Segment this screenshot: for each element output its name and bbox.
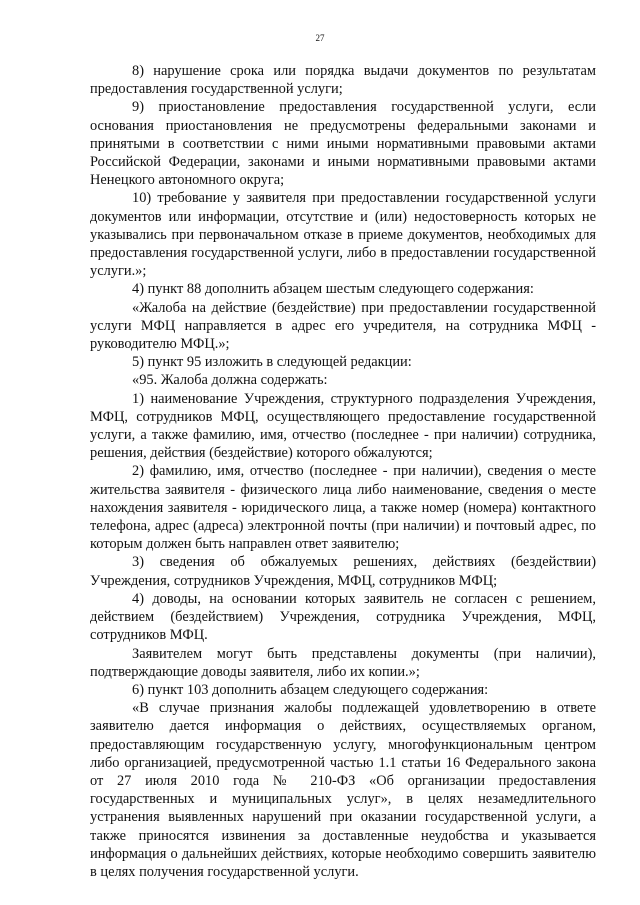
paragraph-95-heading: «95. Жалоба должна содержать: <box>132 372 328 389</box>
paragraph-complaint-item-3: 3) сведения об обжалуемых решениях, действиях (бездействии) Учреждения, сотрудников Учреждения, МФЦ, сотрудников МФЦ; <box>90 554 596 589</box>
document-body <box>90 62 596 881</box>
paragraph-supporting-documents: Заявителем могут быть представлены документы (при наличии), подтверждающие доводы заявителя, либо их копии.»; <box>90 645 596 680</box>
paragraph-complaint-mfc: «Жалоба на действие (бездействие) при предоставлении государственной услуги МФЦ направляется в адрес его учредителя, на сотрудника МФЦ - руководителю МФЦ.»; <box>90 299 596 353</box>
paragraph-complaint-item-1: 1) наименование Учреждения, структурного подразделения Учреждения, МФЦ, сотрудников МФЦ, осуществляющего предоставление государственной услуги, а также фамилию, имя, отчество (последнее - при наличии) сотрудника, решения, действия (бездействие) которого обжалуются; <box>90 390 596 462</box>
paragraph-point-95-amendment: 5) пункт 95 изложить в следующей редакции: <box>132 354 412 371</box>
page-number: 27 <box>315 33 325 43</box>
paragraph-item-8-delay: 8) нарушение срока или порядка выдачи документов по результатам предоставления государственной услуги; <box>90 63 596 98</box>
paragraph-item-10-document-requirement: 10) требование у заявителя при предоставлении государственной услуги документов или информации, отсутствие и (или) недостоверность которых не указывались при первоначальном отказе в приеме документов, необходимых для предоставления государственной услуги, либо в предоставлении государственной услуги.»; <box>90 190 596 280</box>
paragraph-item-9-suspension: 9) приостановление предоставления государственной услуги, если основания приостановления не предусмотрены федеральными законами и принятыми в соответствии с ними иными нормативными правовыми актами Российской Федерации, законами и иными нормативными правовыми актами Ненецкого автономного округа; <box>90 99 596 189</box>
paragraph-point-103-amendment: 6) пункт 103 дополнить абзацем следующего содержания: <box>132 681 489 698</box>
paragraph-complaint-satisfaction: «В случае признания жалобы подлежащей удовлетворению в ответе заявителю дается информация о действиях, осуществляемых органом, предоставляющим государственную услугу, многофункциональным центром либо организацией, предусмотренной частью 1.1 статьи 16 Федерального закона от 27 июля 2010 года № 210-ФЗ «Об организации предоставления государственных и муниципальных услуг», в целях незамедлительного устранения выявленных нарушений при оказании государственной услуги, а также приносятся извинения за доставленные неудобства и указывается информация о дальнейших действиях, которые необходимо совершить заявителю в целях получения государственной услуги. <box>90 700 596 880</box>
paragraph-complaint-item-4: 4) доводы, на основании которых заявитель не согласен с решением, действием (бездействием) Учреждения, сотрудника Учреждения, МФЦ, сотрудников МФЦ. <box>90 590 596 644</box>
paragraph-complaint-item-2: 2) фамилию, имя, отчество (последнее - при наличии), сведения о месте жительства заявителя - физического лица либо наименование, сведения о месте нахождения заявителя - юридического лица, а также номер (номера) контактного телефона, адрес (адреса) электронной почты (при наличии) и почтовый адрес, по которым должен быть направлен ответ заявителю; <box>90 463 596 553</box>
paragraph-point-88-amendment: 4) пункт 88 дополнить абзацем шестым следующего содержания: <box>132 281 534 298</box>
